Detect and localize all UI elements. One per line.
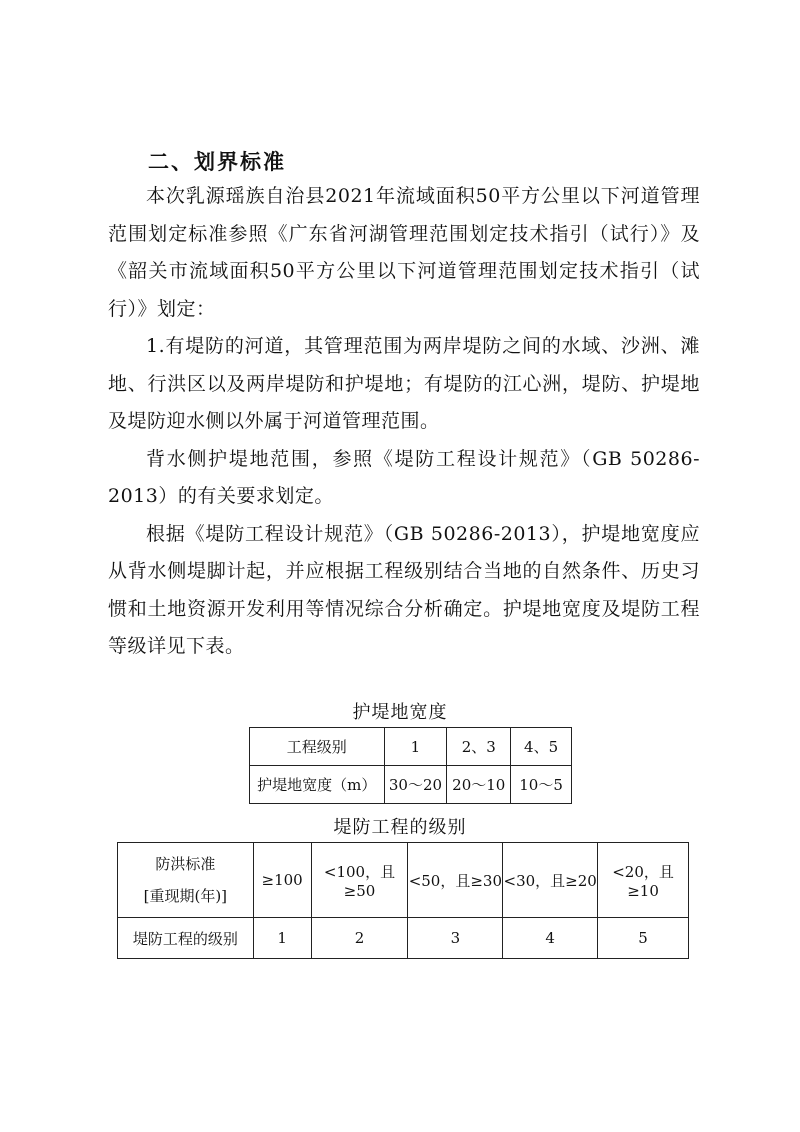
table-cell: <100，且≥50 <box>311 843 408 918</box>
table-header-cell: 堤防工程的级别 <box>118 918 254 959</box>
table-row <box>118 918 689 959</box>
table-cell: 工程级别 <box>250 728 385 766</box>
table-row <box>118 843 689 918</box>
return-period-label: [重现期(年)] <box>143 887 228 905</box>
table-cell: 2 <box>311 918 408 959</box>
paragraph-3: 背水侧护堤地范围，参照《堤防工程设计规范》（GB 50286-2013）的有关要求划定。 <box>108 447 700 507</box>
table-cell: 1 <box>253 918 311 959</box>
table-cell: 4 <box>503 918 598 959</box>
paragraph-2: 1.有堤防的河道，其管理范围为两岸堤防之间的水域、沙洲、滩地、行洪区以及两岸堤防和护堤地；有堤防的江心洲，堤防、护堤地及堤防迎水侧以外属于河道管理范围。 <box>108 335 700 432</box>
table-cell: 2、3 <box>447 728 511 766</box>
table-cell: <50，且≥30 <box>408 843 503 918</box>
table-cell: <20，且≥10 <box>598 843 689 918</box>
table-header-cell <box>118 843 254 918</box>
flood-standard-label: 防洪标准 <box>155 855 216 873</box>
table-row <box>250 728 572 766</box>
embankment-width-table <box>249 727 572 804</box>
table-cell: 10～5 <box>511 766 572 804</box>
table-cell: ≥100 <box>253 843 311 918</box>
table-cell: 护堤地宽度（m） <box>250 766 385 804</box>
table-cell: 5 <box>598 918 689 959</box>
table-row <box>250 766 572 804</box>
table-cell: 30～20 <box>384 766 447 804</box>
table-cell: 3 <box>408 918 503 959</box>
table-cell: 4、5 <box>511 728 572 766</box>
table1-caption: 护堤地宽度 <box>352 702 448 723</box>
section-heading: 二、划界标准 <box>148 150 286 174</box>
table-cell: 20～10 <box>447 766 511 804</box>
table-cell: 1 <box>384 728 447 766</box>
paragraph-1: 本次乳源瑶族自治县2021年流域面积50平方公里以下河道管理范围划定标准参照《广东省河湖管理范围划定技术指引（试行）》及《韶关市流域面积50平方公里以下河道管理范围划定技术指引（试行）》划定： <box>108 185 700 320</box>
table2-caption: 堤防工程的级别 <box>333 817 467 838</box>
paragraph-4: 根据《堤防工程设计规范》（GB 50286-2013），护堤地宽度应从背水侧堤脚计起，并应根据工程级别结合当地的自然条件、历史习惯和土地资源开发利用等情况综合分析确定。护堤地宽度及堤防工程等级详见下表。 <box>108 522 700 657</box>
embankment-grade-table <box>117 842 689 959</box>
body-text <box>108 178 700 666</box>
table-cell: <30，且≥20 <box>503 843 598 918</box>
